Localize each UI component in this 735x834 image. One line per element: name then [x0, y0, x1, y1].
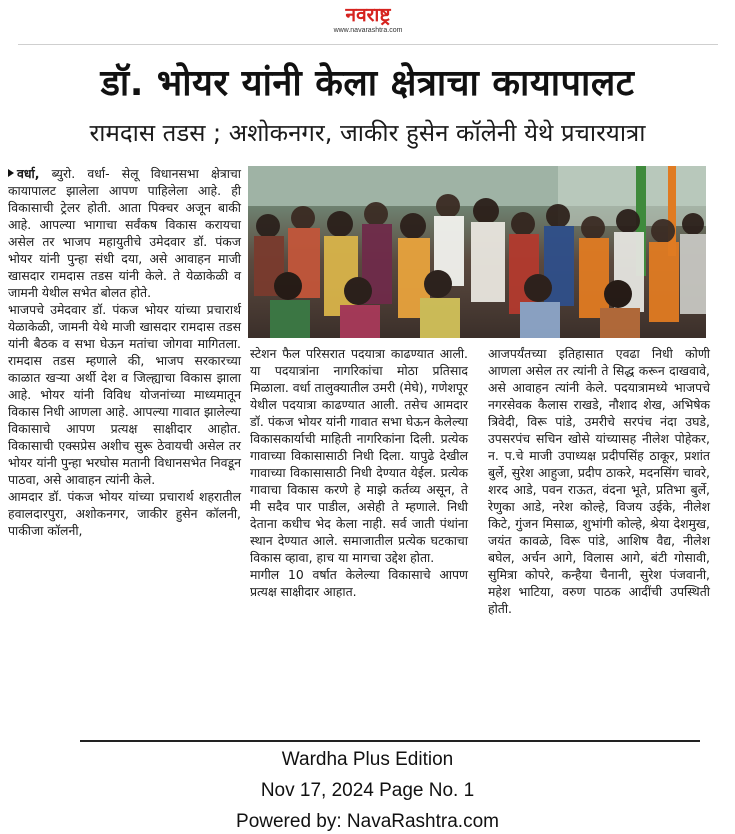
- masthead-divider: [18, 44, 718, 45]
- article-column-1: [8, 165, 241, 539]
- dateline-marker-icon: [8, 169, 14, 177]
- powered-by-link[interactable]: Powered by: NavaRashtra.com: [236, 811, 499, 832]
- paragraph-text: ब्युरो. वर्धा- सेलू विधानसभा क्षेत्राचा कायापालट झालेला आपण पाहिलेला आहे. ही विकासाची ट्रेलर होती. आता पिक्चर अजून बाकी आहे. आपल्या भागाचा सर्वंकष विकास करायचा असेल तर भाजप महायुतीचे उमेदवार डॉ. पंकज भोयर यांनी पुन्हा संधी दया, असे आवाहन माजी खासदार रामदास तडस यांनी केले. ते येळाकेळी व जामनी येथील सभेत बोलत होते.: [8, 166, 241, 300]
- article-column-3: [488, 345, 710, 617]
- article-subhead: रामदास तडस ; अशोकनगर, जाकीर हुसेन कॉलेनी येथे प्रचारयात्रा: [89, 119, 646, 147]
- edition-label: Wardha Plus Edition: [281, 749, 454, 770]
- paragraph: आमदार डॉ. पंकज भोयर यांच्या प्रचारार्थ शहरातील हवालदारपुरा, अशोकनगर, जाकीर हुसेन कॉलनी, पाकीजा कॉलनी,: [8, 489, 241, 538]
- paragraph: [8, 165, 241, 301]
- rally-photo: [248, 166, 706, 338]
- dateline: वर्धा,: [17, 166, 40, 181]
- date-page-label: Nov 17, 2024 Page No. 1: [260, 780, 475, 801]
- paragraph: स्टेशन फैल परिसरात पदयात्रा काढण्यात आली. या पदयात्रांना नागरिकांचा मोठा प्रतिसाद मिळाला. वर्धा तालुक्यातील उमरी (मेघे), गणेशपूर येथील पदयात्रा काढण्यात आली. तसेच आमदार डॉ. पंकज भोयर यांनी गावात सभा घेऊन केलेल्या विकासकार्याची माहिती नागरिकांना दिली. प्रत्येक गावाच्या विकासासाठी निधी दिला. यापुढे देखील गावाच्या विकासासाठी निधी देण्यात येईल. प्रत्येक गावाचा विकास करणे हे माझे कर्तव्य असून, ते मी सदैव पार पाडील, असेही ते म्हणाले. निधी देताना कधीच भेद केला नाही. सर्व जाती पंथांना स्थान देण्यात आले. समाजातील प्रत्येक घटकाचा विकास व्हावा, हाच या मागचा उद्देश होता.: [250, 346, 468, 565]
- logo-url: www.navarashtra.com: [333, 27, 403, 34]
- article-headline: डॉ. भोयर यांनी केला क्षेत्राचा कायापालट: [100, 63, 635, 104]
- paragraph: भाजपचे उमेदवार डॉ. पंकज भोयर यांच्या प्रचारार्थ येळाकेळी, जामनी येथे माजी खासदार रामदास तडस यांनी बैठक व सभा घेऊन मतांचा जोगवा मागितला. रामदास तडस म्हणाले की, भाजप सरकारच्या काळात खऱ्या अर्थी देश व जिल्ह्याचा विकास झाला आहे. भोयर यांनी विविध योजनांच्या माध्यमातून विकास निधी आणला आहे. आपल्या गावात झालेल्या विकासाचे आपण प्रत्यक्ष साक्षीदार आहोत. विकासाची एक्सप्रेस अशीच सुरू ठेवायची असेल तर भोयर यांनी पुन्हा भरघोस मतानी विधानसभेत निवडून पाठवा, असे आवाहन त्यांनी केले.: [8, 302, 241, 487]
- logo-wordmark: नवराष्ट्र: [345, 4, 391, 26]
- article-column-2: [250, 345, 468, 600]
- rally-photo-illustration: [248, 166, 706, 338]
- paragraph: मागील 10 वर्षात केलेल्या विकासाचे आपण प्रत्यक्ष साक्षीदार आहात.: [250, 567, 468, 599]
- masthead: [0, 0, 735, 44]
- paragraph: आजपर्यंतच्या इतिहासात एवढा निधी कोणी आणला असेल तर त्यांनी ते सिद्ध करून दाखवावे, असे आवाहन त्यांनी केले. पदयात्रामध्ये भाजपचे नगरसेवक कैलास राखडे, नौशाद शेख, अभिषेक त्रिवेदी, विरू पांडे, उमरीचे सरपंच नंदा उघडे, उपसरपंच सचिन खोसे यांच्यासह नीलेश पोहेकर, न. प.चे माजी उपाध्यक्ष प्रदीपसिंह ठाकूर, प्रशांत बुर्ले, सुरेश आहुजा, प्रदीप ठाकरे, मदनसिंग चावरे, शरद आडे, पवन राऊत, वंदना भूते, प्रतिभा बुर्ले, रेणुका आडे, नरेश कोल्हे, विजय उईके, नीलेश किटे, गुंजन मिसाळ, शुभांगी कोल्हे, श्रेया देशमुख, जयंत कावळे, विरू पांडे, आशिष वैद्य, नीलेश बघेल, अर्चन आगे, विलास आगे, बंटी गोसावी, सुमित्रा कोपरे, कन्हैया चैनानी, सुरेश पंजवानी, महेश भाटिया, वरुण पाठक आदींची उपस्थिती होती.: [488, 346, 710, 616]
- navarashtra-logo[interactable]: [318, 4, 418, 38]
- footer-divider: [80, 740, 700, 742]
